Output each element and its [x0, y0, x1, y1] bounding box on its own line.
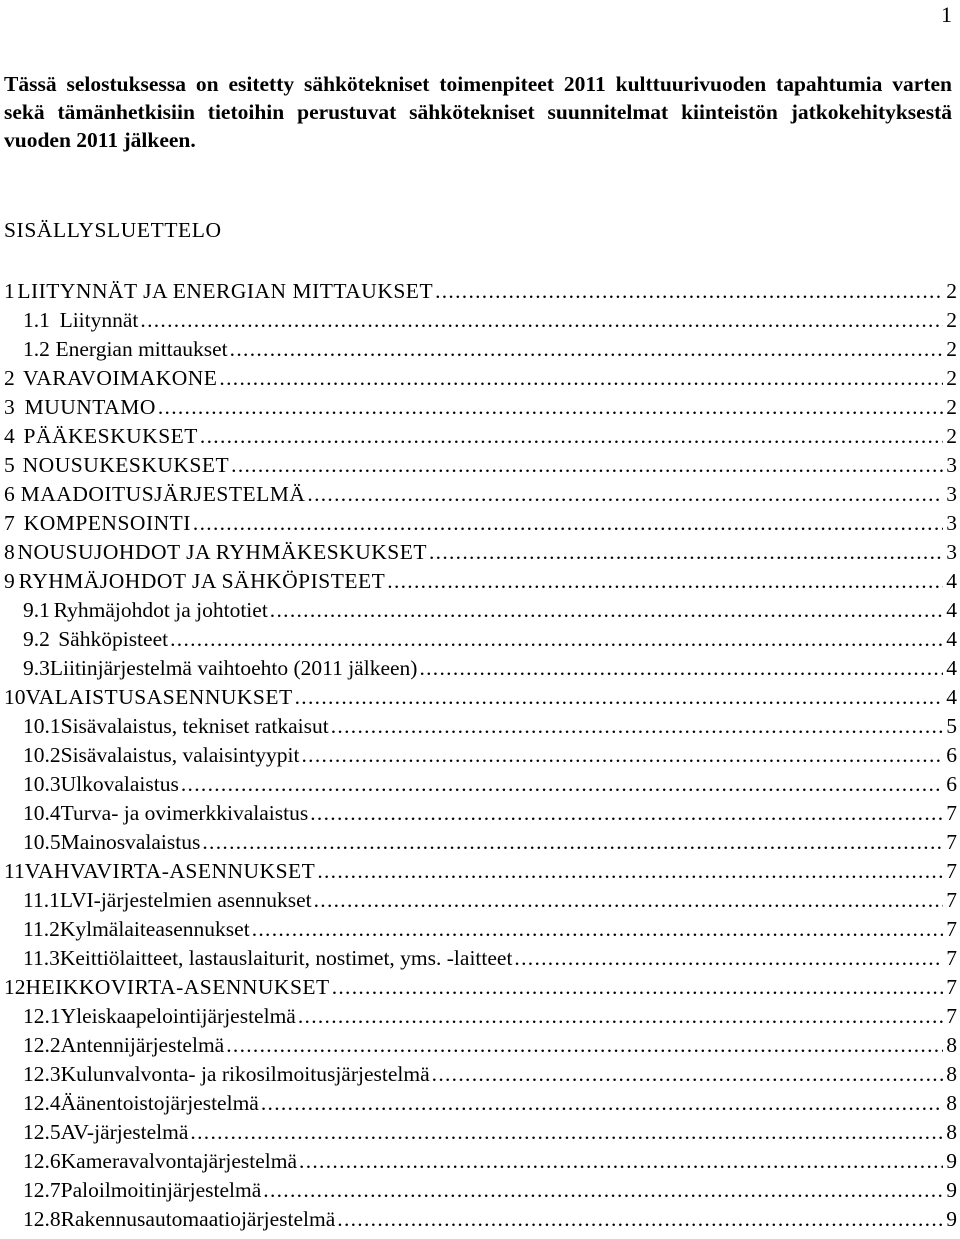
dot-leader [202, 828, 943, 857]
toc-entry-number: 10.1 [23, 714, 61, 738]
toc-entry-page: 3 [946, 453, 957, 477]
toc-entry-page: 2 [946, 395, 957, 419]
toc-entry[interactable] [4, 799, 957, 828]
toc-entry[interactable] [4, 393, 957, 422]
toc-entry[interactable] [4, 1031, 957, 1060]
dot-leader [140, 306, 943, 335]
toc-entry[interactable] [4, 1118, 957, 1147]
toc-entry-page: 4 [946, 627, 957, 651]
toc-entry-title: Kylmälaiteasennukset [59, 917, 250, 941]
toc-entry[interactable] [4, 364, 957, 393]
dot-leader [193, 509, 943, 538]
toc-entry-page: 2 [946, 279, 957, 303]
toc-entry-title: NOUSUJOHDOT JA RYHMÄKESKUKSET [17, 540, 427, 564]
toc-entry-number: 12.8 [23, 1207, 61, 1231]
toc-entry-number: 12.1 [23, 1004, 61, 1028]
toc-entry-page: 2 [946, 337, 957, 361]
toc-entry[interactable] [4, 828, 957, 857]
dot-leader [429, 538, 943, 567]
toc-entry-number: 11.1 [23, 888, 60, 912]
toc-entry-page: 9 [946, 1178, 957, 1202]
toc-entry-title: Sähköpisteet [58, 627, 169, 651]
toc-entry-title: MAADOITUSJÄRJESTELMÄ [20, 482, 306, 506]
toc-entry-number: 12.4 [23, 1091, 61, 1115]
toc-entry-page: 8 [946, 1033, 957, 1057]
toc-entry-title: VARAVOIMAKONE [22, 366, 218, 390]
toc-entry-title: RYHMÄJOHDOT JA SÄHKÖPISTEET [18, 569, 386, 593]
toc-entry-number: 2 [4, 366, 15, 390]
toc-entry-page: 2 [946, 308, 957, 332]
dot-leader [261, 1089, 943, 1118]
toc-entry-number: 12.2 [23, 1033, 61, 1057]
dot-leader [298, 1002, 943, 1031]
toc-entry-number: 1.2 [23, 337, 50, 361]
toc-entry[interactable] [4, 538, 957, 567]
table-of-contents [4, 277, 957, 1234]
toc-entry-title: VAHVAVIRTA-ASENNUKSET [24, 859, 316, 883]
toc-entry-page: 9 [946, 1149, 957, 1173]
toc-entry-page: 7 [946, 801, 957, 825]
toc-entry-title: Ulkovalaistus [60, 772, 179, 796]
toc-entry-title: MUUNTAMO [24, 395, 156, 419]
dot-leader [314, 886, 943, 915]
dot-leader [302, 741, 944, 770]
toc-entry-title: NOUSUKESKUKSET [22, 453, 230, 477]
toc-entry-page: 7 [946, 975, 957, 999]
toc-entry-title: Rakennusautomaatiojärjestelmä [60, 1207, 336, 1231]
toc-entry[interactable] [4, 973, 957, 1002]
toc-entry[interactable] [4, 422, 957, 451]
toc-entry-title: Turva- ja ovimerkkivalaistus [60, 801, 309, 825]
toc-entry-number: 11 [4, 859, 25, 883]
dot-leader [317, 857, 943, 886]
dot-leader [435, 277, 943, 306]
dot-leader [337, 1205, 943, 1234]
toc-entry-page: 7 [946, 859, 957, 883]
dot-leader [226, 1031, 943, 1060]
toc-entry[interactable] [4, 1147, 957, 1176]
toc-entry[interactable] [4, 1176, 957, 1205]
toc-entry[interactable] [4, 306, 957, 335]
toc-entry[interactable] [4, 480, 957, 509]
toc-entry-page: 8 [946, 1120, 957, 1144]
toc-entry[interactable] [4, 1205, 957, 1234]
toc-entry-page: 4 [946, 569, 957, 593]
toc-entry-number: 10 [4, 685, 26, 709]
toc-entry-number: 7 [4, 511, 15, 535]
toc-entry-title: AV-järjestelmä [60, 1120, 189, 1144]
toc-entry-number: 8 [4, 540, 15, 564]
toc-entry-title: Sisävalaistus, valaisintyypit [60, 743, 300, 767]
toc-entry-number: 10.2 [23, 743, 61, 767]
toc-entry-title: Yleiskaapelointijärjestelmä [60, 1004, 296, 1028]
dot-leader [310, 799, 943, 828]
dot-leader [307, 480, 943, 509]
dot-leader [252, 915, 943, 944]
toc-entry-number: 9 [4, 569, 15, 593]
toc-entry-title: Sisävalaistus, tekniset ratkaisut [60, 714, 329, 738]
toc-entry-title: Energian mittaukset [55, 337, 228, 361]
toc-entry[interactable] [4, 857, 957, 886]
dot-leader [331, 712, 943, 741]
dot-leader [230, 335, 943, 364]
toc-entry[interactable] [4, 335, 957, 364]
dot-leader [270, 596, 943, 625]
toc-entry-page: 4 [946, 656, 957, 680]
toc-entry-title: Kulunvalvonta- ja rikosilmoitusjärjestelmä [60, 1062, 430, 1086]
toc-entry-page: 4 [946, 685, 957, 709]
dot-leader [200, 422, 943, 451]
toc-entry-page: 2 [946, 424, 957, 448]
toc-entry-number: 1 [4, 279, 15, 303]
intro-paragraph: Tässä selostuksessa on esitetty sähkötekniset toimenpiteet 2011 kulttuurivuoden tapahtumia varten sekä tämänhetkisiin tietoihin perustuvat sähkötekniset suunnitelmat kiinteistön jatkokehityksestä vuoden 2011 jälkeen. [4, 72, 952, 152]
dot-leader [299, 1147, 943, 1176]
toc-entry[interactable] [4, 1060, 957, 1089]
dot-leader [432, 1060, 943, 1089]
toc-entry-title: Kameravalvontajärjestelmä [60, 1149, 298, 1173]
toc-entry-page: 7 [946, 830, 957, 854]
dot-leader [231, 451, 943, 480]
dot-leader [419, 654, 943, 683]
toc-entry-page: 7 [946, 946, 957, 970]
toc-entry[interactable] [4, 1002, 957, 1031]
toc-entry-page: 6 [946, 743, 957, 767]
toc-entry-page: 7 [946, 888, 957, 912]
toc-entry-number: 4 [4, 424, 15, 448]
toc-entry-title: Ryhmäjohdot ja johtotiet [53, 598, 268, 622]
dot-leader [332, 973, 943, 1002]
toc-entry-number: 11.2 [23, 917, 60, 941]
toc-entry-page: 5 [946, 714, 957, 738]
toc-entry[interactable] [4, 451, 957, 480]
toc-heading: SISÄLLYSLUETTELO [4, 218, 222, 242]
dot-leader [181, 770, 943, 799]
toc-entry-number: 12.6 [23, 1149, 61, 1173]
toc-entry-number: 3 [4, 395, 15, 419]
toc-entry-page: 3 [946, 511, 957, 535]
toc-entry-title: LIITYNNÄT JA ENERGIAN MITTAUKSET [17, 279, 434, 303]
toc-entry-title: Paloilmoitinjärjestelmä [60, 1178, 262, 1202]
toc-entry[interactable] [4, 596, 957, 625]
toc-entry-title: Liitinjärjestelmä vaihtoehto (2011 jälkeen) [49, 656, 418, 680]
toc-entry[interactable] [4, 770, 957, 799]
toc-entry-page: 3 [946, 482, 957, 506]
toc-entry[interactable] [4, 277, 957, 306]
toc-entry-page: 3 [946, 540, 957, 564]
dot-leader [219, 364, 943, 393]
toc-entry-number: 10.5 [23, 830, 61, 854]
dot-leader [514, 944, 943, 973]
toc-entry-page: 7 [946, 1004, 957, 1028]
toc-entry-number: 9.1 [23, 598, 50, 622]
toc-entry-number: 10.3 [23, 772, 61, 796]
toc-entry-page: 9 [946, 1207, 957, 1231]
toc-entry-number: 12.5 [23, 1120, 61, 1144]
toc-entry-number: 9.3 [23, 656, 50, 680]
toc-entry-title: KOMPENSOINTI [23, 511, 191, 535]
toc-entry-title: Liitynnät [59, 308, 139, 332]
toc-entry-title: VALAISTUSASENNUKSET [25, 685, 293, 709]
toc-entry-number: 12.3 [23, 1062, 61, 1086]
toc-entry[interactable] [4, 509, 957, 538]
page-number: 1 [941, 2, 952, 27]
toc-entry[interactable] [4, 683, 957, 712]
dot-leader [387, 567, 943, 596]
toc-entry[interactable] [4, 741, 957, 770]
toc-entry-title: Mainosvalaistus [60, 830, 201, 854]
toc-entry-number: 11.3 [23, 946, 60, 970]
toc-entry-number: 12 [4, 975, 26, 999]
toc-entry-number: 10.4 [23, 801, 61, 825]
toc-entry[interactable] [4, 915, 957, 944]
toc-entry-page: 4 [946, 598, 957, 622]
toc-entry-page: 8 [946, 1062, 957, 1086]
toc-entry-number: 5 [4, 453, 15, 477]
toc-entry-page: 6 [946, 772, 957, 796]
toc-entry-page: 2 [946, 366, 957, 390]
dot-leader [295, 683, 943, 712]
toc-entry-page: 8 [946, 1091, 957, 1115]
toc-entry[interactable] [4, 944, 957, 973]
toc-entry-title: Äänentoistojärjestelmä [60, 1091, 259, 1115]
toc-entry[interactable] [4, 654, 957, 683]
dot-leader [263, 1176, 943, 1205]
toc-entry-number: 9.2 [23, 627, 50, 651]
toc-entry-title: Keittiölaitteet, lastauslaiturit, nostimet, yms. -laitteet [59, 946, 513, 970]
toc-entry-title: PÄÄKESKUKSET [23, 424, 198, 448]
toc-entry[interactable] [4, 1089, 957, 1118]
toc-entry[interactable] [4, 886, 957, 915]
dot-leader [170, 625, 943, 654]
toc-entry-page: 7 [946, 917, 957, 941]
toc-entry[interactable] [4, 712, 957, 741]
toc-entry-title: HEIKKOVIRTA-ASENNUKSET [25, 975, 330, 999]
toc-entry-title: LVI-järjestelmien asennukset [59, 888, 312, 912]
toc-entry-number: 12.7 [23, 1178, 61, 1202]
toc-entry-number: 6 [4, 482, 15, 506]
toc-entry[interactable] [4, 625, 957, 654]
toc-entry-title: Antennijärjestelmä [60, 1033, 225, 1057]
toc-entry-number: 1.1 [23, 308, 50, 332]
dot-leader [158, 393, 943, 422]
dot-leader [190, 1118, 943, 1147]
toc-entry[interactable] [4, 567, 957, 596]
